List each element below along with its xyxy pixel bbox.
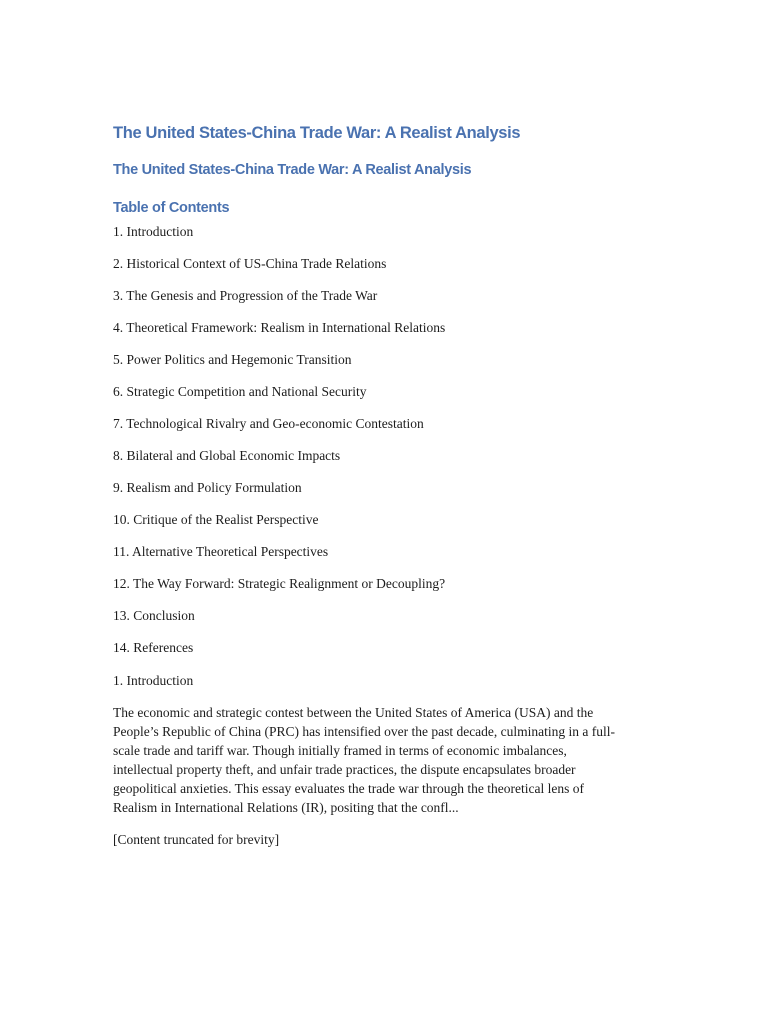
toc-item: 13. Conclusion xyxy=(113,608,195,623)
intro-paragraph xyxy=(113,703,653,817)
document-title: The United States-China Trade War: A Realist Analysis xyxy=(113,124,521,142)
paragraph-line: Realism in International Relations (IR), positing that the confl... xyxy=(113,800,459,815)
toc-item: 9. Realism and Policy Formulation xyxy=(113,480,302,495)
toc-item: 12. The Way Forward: Strategic Realignment or Decoupling? xyxy=(113,576,446,591)
toc-item: 1. Introduction xyxy=(113,224,194,239)
toc-item: 8. Bilateral and Global Economic Impacts xyxy=(113,448,341,463)
section-heading: 1. Introduction xyxy=(113,673,194,688)
toc-item: 11. Alternative Theoretical Perspectives xyxy=(113,544,329,559)
toc-item: 10. Critique of the Realist Perspective xyxy=(113,512,319,527)
toc-item: 3. The Genesis and Progression of the Trade War xyxy=(113,288,378,303)
document-subtitle: The United States-China Trade War: A Realist Analysis xyxy=(113,162,472,178)
table-of-contents xyxy=(113,222,445,670)
paragraph-line: scale trade and tariff war. Though initially framed in terms of economic imbalances, xyxy=(113,743,567,758)
toc-heading: Table of Contents xyxy=(113,200,230,216)
paragraph-line: geopolitical anxieties. This essay evaluates the trade war through the theoretical lens of xyxy=(113,781,584,796)
paragraph-line: intellectual property theft, and unfair trade practices, the dispute encapsulates broader xyxy=(113,762,576,777)
toc-item: 7. Technological Rivalry and Geo-economic Contestation xyxy=(113,416,424,431)
truncation-note: [Content truncated for brevity] xyxy=(113,832,280,847)
toc-item: 2. Historical Context of US-China Trade Relations xyxy=(113,256,387,271)
toc-item: 5. Power Politics and Hegemonic Transition xyxy=(113,352,352,367)
paragraph-line: The economic and strategic contest between the United States of America (USA) and the xyxy=(113,705,594,720)
toc-item: 6. Strategic Competition and National Security xyxy=(113,384,367,399)
toc-item: 4. Theoretical Framework: Realism in International Relations xyxy=(113,320,446,335)
paragraph-line: People’s Republic of China (PRC) has intensified over the past decade, culminating in a full- xyxy=(113,724,616,739)
toc-item: 14. References xyxy=(113,640,194,655)
